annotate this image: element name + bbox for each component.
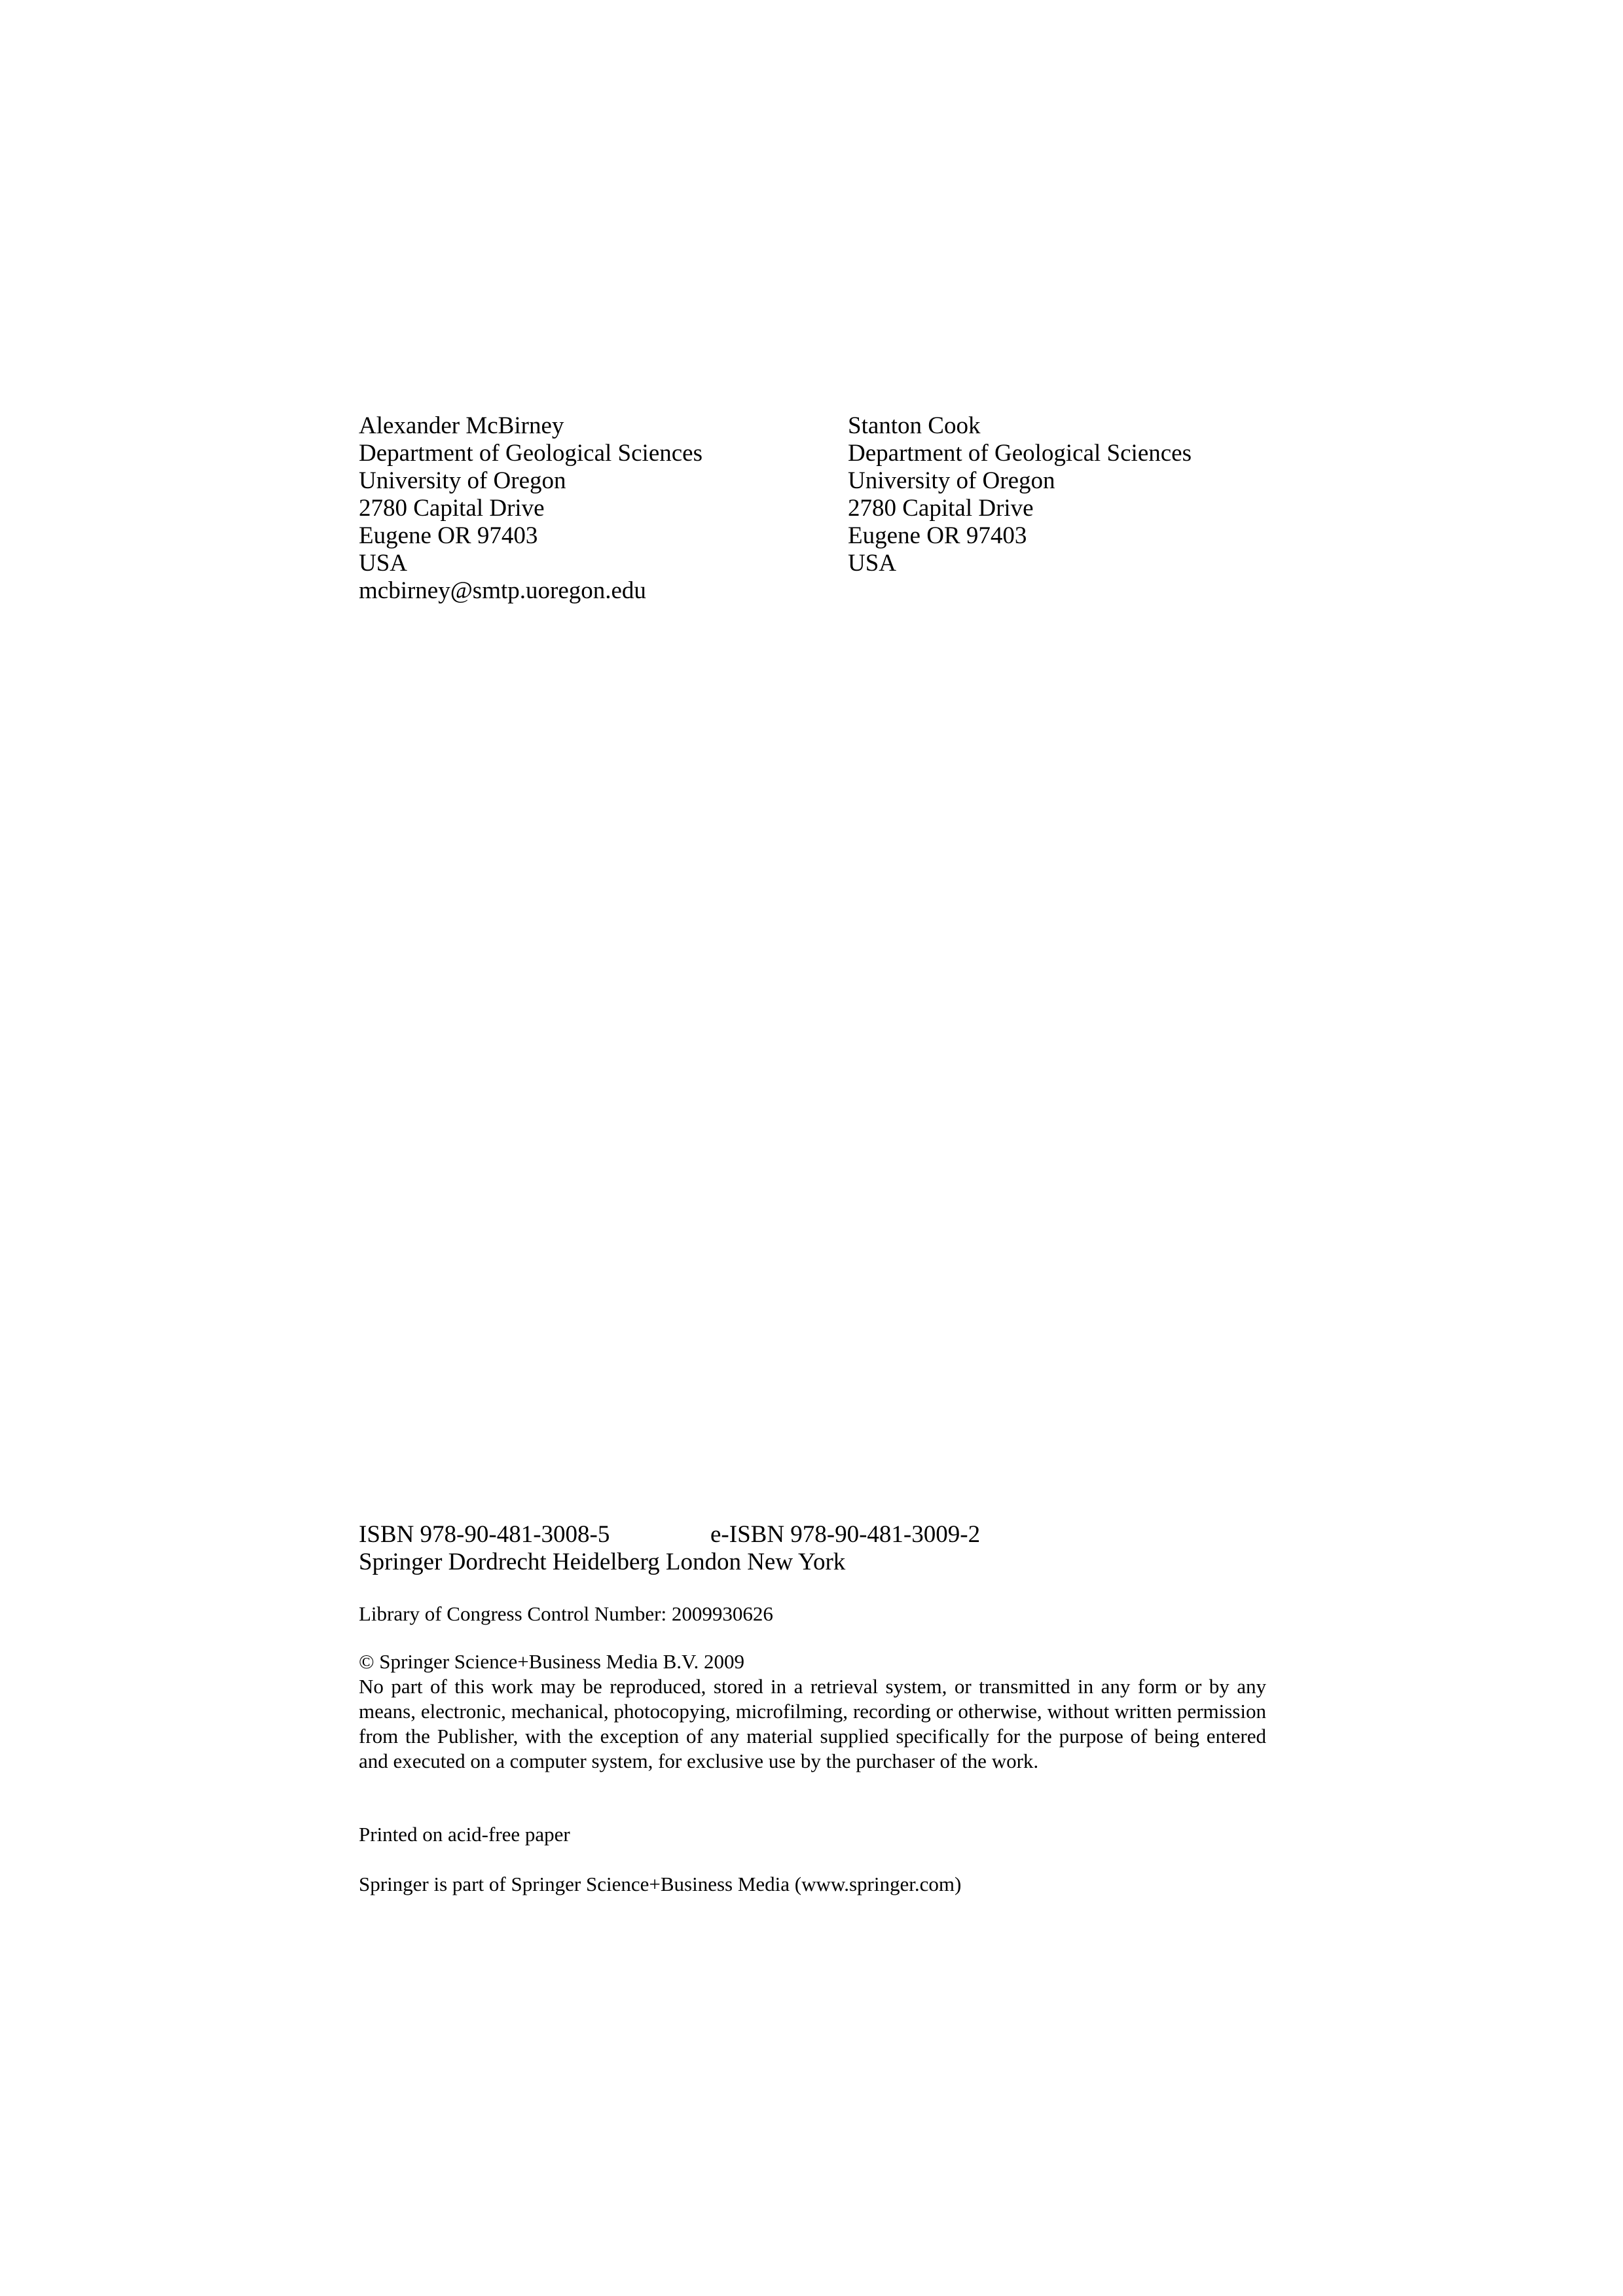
publisher-cities: Springer Dordrecht Heidelberg London New York: [359, 1549, 846, 1575]
author-street: 2780 Capital Drive: [359, 495, 545, 522]
author-city: Eugene OR 97403: [848, 522, 1027, 549]
rights-statement: No part of this work may be reproduced, stored in a retrieval system, or transmitted in any form or by any means, electronic, mechanical, photocopying, microfilming, recording or otherwise, without written permission from the Publisher, with the exception of any material supplied specifically for the purpose of being entered and executed on a computer system, for exclusive use by the purchaser of the work.: [359, 1675, 1266, 1772]
copyright-notice: © Springer Science+Business Media B.V. 2009: [359, 1650, 744, 1673]
author-address-cook: [848, 412, 1306, 577]
springer-affiliation-note: Springer is part of Springer Science+Business Media (www.springer.com): [359, 1873, 962, 1895]
author-country: USA: [848, 550, 897, 577]
printed-on-note: Printed on acid-free paper: [359, 1823, 570, 1846]
library-of-congress-number: Library of Congress Control Number: 2009930626: [359, 1602, 773, 1625]
copyright-block: [359, 1649, 1266, 1774]
author-city: Eugene OR 97403: [359, 522, 538, 549]
author-address-mcbirney: [359, 412, 817, 605]
author-department: Department of Geological Sciences: [359, 440, 702, 467]
author-department: Department of Geological Sciences: [848, 440, 1192, 467]
author-country: USA: [359, 550, 408, 577]
author-university: University of Oregon: [848, 467, 1055, 494]
isbn-print: ISBN 978-90-481-3008-5: [359, 1521, 610, 1548]
author-name: Stanton Cook: [848, 412, 981, 439]
author-name: Alexander McBirney: [359, 412, 564, 439]
author-email: mcbirney@smtp.uoregon.edu: [359, 577, 646, 604]
author-university: University of Oregon: [359, 467, 566, 494]
author-street: 2780 Capital Drive: [848, 495, 1034, 522]
isbn-electronic: e-ISBN 978-90-481-3009-2: [710, 1521, 981, 1548]
isbn-row: [359, 1521, 1275, 1549]
